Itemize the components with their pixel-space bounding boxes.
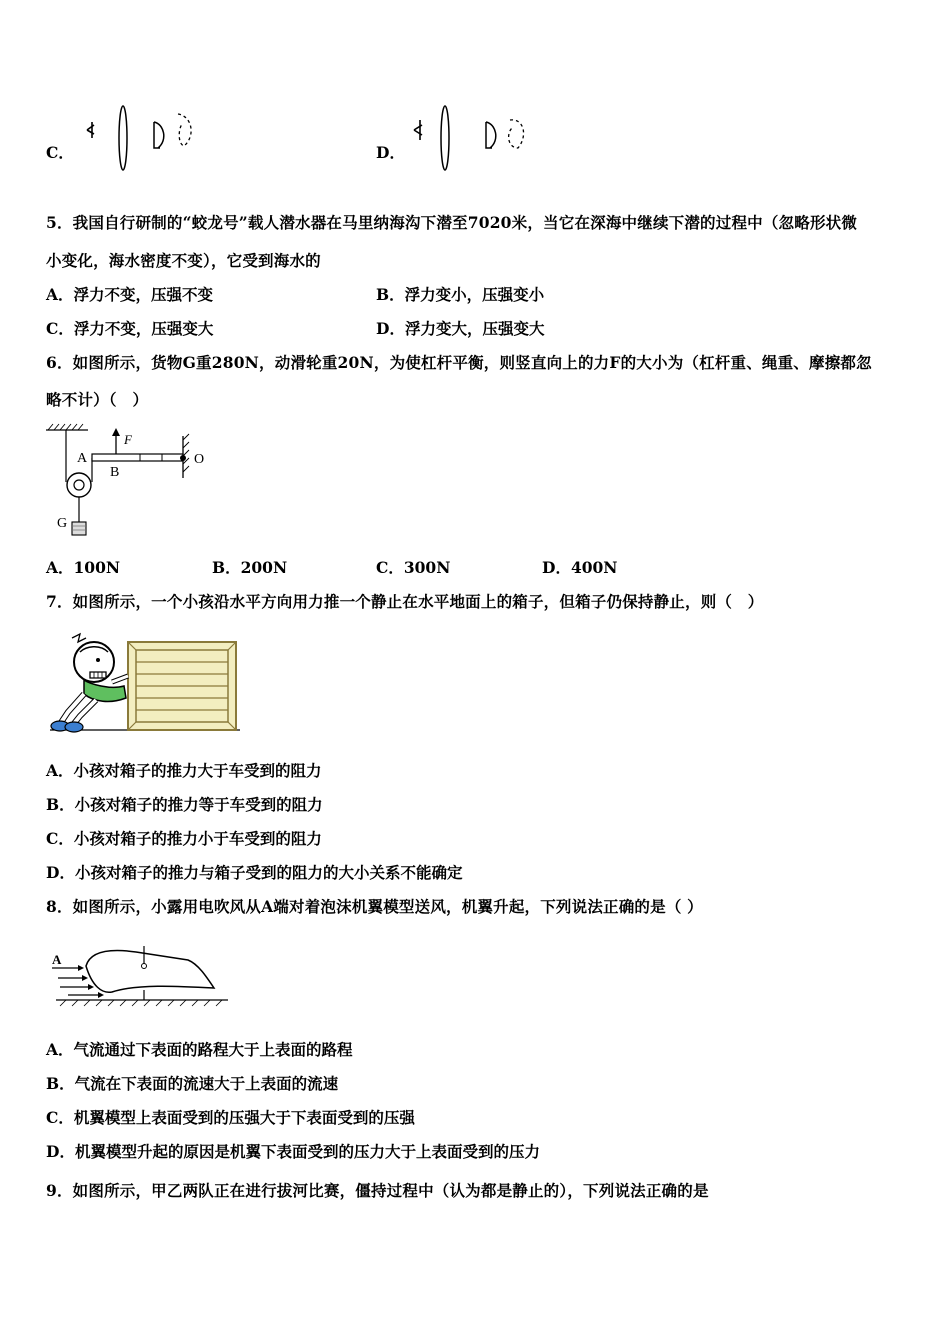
q5-stem-line1: 5．我国自行研制的“蛟龙号”载人潜水器在马里纳海沟下潜至7020米，当它在深海中继续下潜的过程中（忽略形状微 xyxy=(46,213,858,232)
q5-option-a[interactable]: A．浮力不变，压强不变 xyxy=(46,285,214,304)
q6-option-c[interactable]: C．300N xyxy=(376,558,451,577)
q5-stem-line2: 小变化，海水密度不变），它受到海水的 xyxy=(46,251,321,270)
q8-wing-model-figure xyxy=(46,940,236,1012)
q6-stem-line2: 略不计）（ ） xyxy=(46,390,149,409)
q6-label-f: F xyxy=(124,432,132,447)
q6-option-b[interactable]: B．200N xyxy=(212,558,288,577)
q4-option-c-lens-diagram xyxy=(78,100,208,175)
q8-option-b[interactable]: B．气流在下表面的流速大于上表面的流速 xyxy=(46,1074,339,1093)
q6-lever-pulley-figure xyxy=(44,422,219,542)
q8-option-d[interactable]: D．机翼模型升起的原因是机翼下表面受到的压力大于上表面受到的压力 xyxy=(46,1142,540,1161)
q6-option-d[interactable]: D．400N xyxy=(542,558,618,577)
q7-option-a[interactable]: A．小孩对箱子的推力大于车受到的阻力 xyxy=(46,761,322,780)
q7-stem: 7．如图所示，一个小孩沿水平方向用力推一个静止在水平地面上的箱子，但箱子仍保持静止，则（ ） xyxy=(46,592,764,611)
q5-option-d[interactable]: D．浮力变大，压强变大 xyxy=(376,319,545,338)
q6-label-o: O xyxy=(194,452,205,467)
q5-option-c[interactable]: C．浮力不变，压强变大 xyxy=(46,319,214,338)
q4-option-d-lens-diagram xyxy=(404,100,539,175)
q7-option-c[interactable]: C．小孩对箱子的推力小于车受到的阻力 xyxy=(46,829,322,848)
q5-option-b[interactable]: B．浮力变小，压强变小 xyxy=(376,285,545,304)
q8-option-c[interactable]: C．机翼模型上表面受到的压强大于下表面受到的压强 xyxy=(46,1108,415,1127)
q7-option-d[interactable]: D．小孩对箱子的推力与箱子受到的阻力的大小关系不能确定 xyxy=(46,863,463,882)
q6-label-g: G xyxy=(57,516,68,531)
q6-stem-line1: 6．如图所示，货物G重280N，动滑轮重20N，为使杠杆平衡，则竖直向上的力F的大小为（杠杆重、绳重、摩擦都忽 xyxy=(46,353,872,372)
q6-label-b: B xyxy=(110,465,120,480)
q7-option-b[interactable]: B．小孩对箱子的推力等于车受到的阻力 xyxy=(46,795,323,814)
q6-label-a: A xyxy=(77,451,88,466)
q6-option-a[interactable]: A．100N xyxy=(46,558,121,577)
q4-option-c-label: C． xyxy=(46,143,74,162)
q9-stem: 9．如图所示，甲乙两队正在进行拔河比赛，僵持过程中（认为都是静止的），下列说法正确的是 xyxy=(46,1181,709,1200)
q8-option-a[interactable]: A．气流通过下表面的路程大于上表面的路程 xyxy=(46,1040,353,1059)
q8-label-a: A xyxy=(52,952,62,967)
q4-option-d-label: D． xyxy=(376,143,405,162)
q7-child-pushing-box-figure xyxy=(50,632,240,734)
q8-stem: 8．如图所示，小露用电吹风从A端对着泡沫机翼模型送风，机翼升起，下列说法正确的是（ ） xyxy=(46,897,703,916)
